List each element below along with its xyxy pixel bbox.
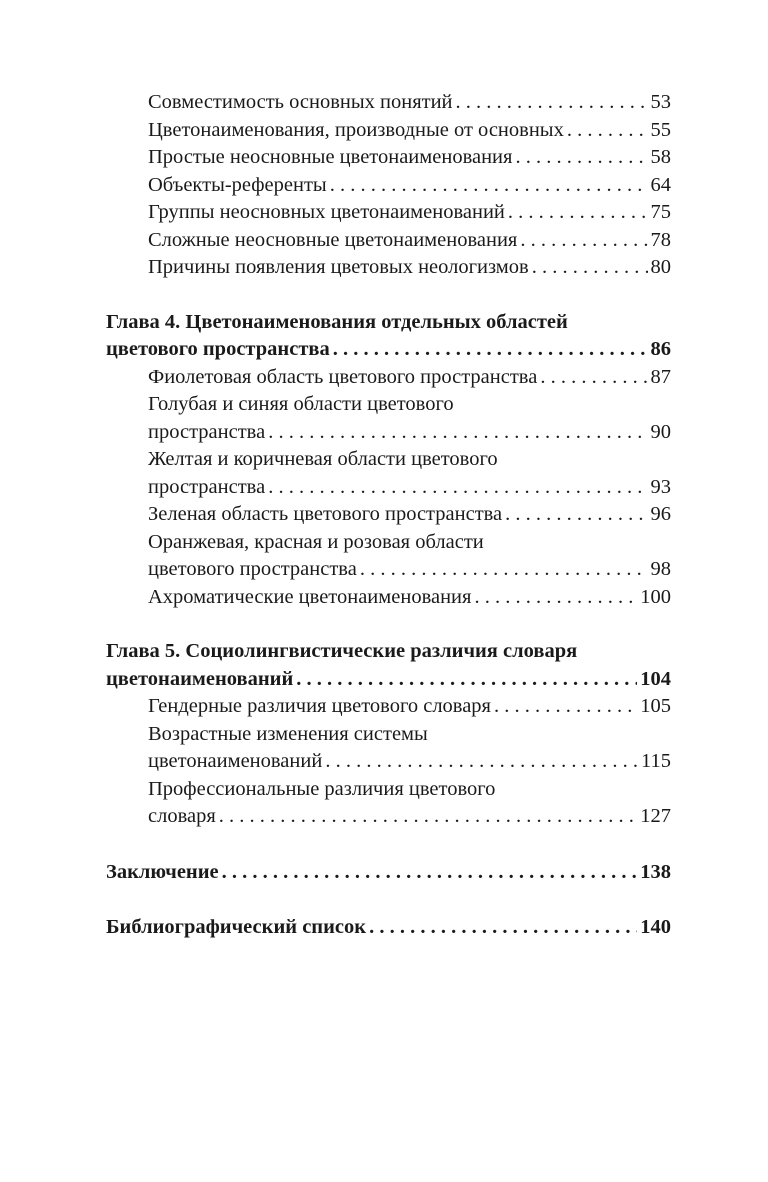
table-of-contents	[106, 89, 671, 942]
dot-leader	[508, 199, 648, 227]
dot-leader	[532, 254, 648, 282]
dot-leader	[330, 172, 648, 200]
dot-leader	[494, 693, 637, 721]
toc-entry-title: Цветонаименования, производные от основных	[148, 118, 564, 141]
toc-entry-page: 105	[640, 695, 671, 717]
dot-leader	[222, 859, 638, 887]
chapter-4	[106, 309, 671, 612]
toc-entry-page: 100	[640, 585, 671, 608]
toc-entry-page: 53	[650, 91, 671, 113]
toc-entry-title: Гендерные различия цветового словаря	[148, 695, 491, 717]
toc-entry	[106, 254, 671, 282]
chapter-title-entry	[106, 336, 671, 364]
toc-entry-title: Желтая и коричневая области цветового	[148, 448, 498, 470]
toc-entry-title: Совместимость основных понятий	[148, 91, 453, 113]
toc-entry-title: Объекты-референты	[148, 173, 327, 196]
toc-entry-title: Причины появления цветовых неологизмов	[148, 256, 529, 278]
toc-entry	[106, 419, 671, 447]
toc-entry	[106, 199, 671, 227]
bibliography-title: Библиографический список	[106, 916, 367, 938]
toc-entry	[106, 748, 671, 776]
toc-entry-title: Ахроматические цветонаименования	[148, 585, 472, 608]
toc-entry-page: 58	[650, 146, 671, 168]
toc-entry-title: Сложные неосновные цветонаименования	[148, 228, 518, 251]
conclusion-page: 138	[640, 860, 671, 883]
chapter-title: Глава 4. Цветонаименования отдельных областей	[106, 310, 568, 333]
toc-entry-title: Простые неосновные цветонаименования	[148, 146, 513, 168]
dot-leader	[474, 584, 637, 612]
dot-leader	[360, 556, 648, 584]
toc-entry-title-cont: цветового пространства	[148, 558, 357, 580]
dot-leader	[268, 474, 647, 502]
bibliography-entry	[106, 914, 671, 942]
dot-leader	[515, 144, 647, 172]
chapter-page: 86	[650, 338, 671, 360]
dot-leader	[333, 336, 648, 364]
chapter-5	[106, 638, 671, 831]
toc-entry	[106, 556, 671, 584]
section-continued-list	[106, 89, 671, 282]
toc-entry	[106, 89, 671, 117]
toc-entry-title: Голубая и синяя области цветового	[148, 393, 454, 415]
toc-entry-page: 64	[650, 173, 671, 196]
toc-entry-page: 96	[650, 503, 671, 525]
toc-entry-title: Оранжевая, красная и розовая области	[148, 530, 484, 553]
dot-leader	[296, 666, 637, 694]
toc-entry-title: Фиолетовая область цветового пространства	[148, 365, 538, 388]
toc-entry	[106, 117, 671, 145]
toc-entry-page: 55	[650, 118, 671, 141]
toc-entry	[106, 144, 671, 172]
toc-entry-title: Зеленая область цветового пространства	[148, 503, 503, 525]
toc-entry	[106, 693, 671, 721]
toc-entry	[106, 803, 671, 831]
dot-leader	[505, 501, 647, 529]
toc-entry-title-cont: цветонаименований	[148, 750, 323, 772]
toc-entry-page: 115	[641, 750, 671, 772]
bibliography-page: 140	[640, 916, 671, 938]
toc-entry	[106, 227, 671, 255]
toc-entry	[106, 474, 671, 502]
dot-leader	[540, 364, 647, 392]
toc-entry-page: 87	[650, 365, 671, 388]
toc-entry-title: Возрастные изменения системы	[148, 722, 428, 745]
toc-entry-page: 98	[650, 558, 671, 580]
toc-entry-page: 90	[650, 420, 671, 443]
chapter-title-cont: цветового пространства	[106, 338, 330, 360]
toc-entry-title: Группы неосновных цветонаименований	[148, 201, 505, 223]
dot-leader	[520, 227, 647, 255]
dot-leader	[268, 419, 647, 447]
conclusion-entry	[106, 859, 671, 887]
toc-entry	[106, 501, 671, 529]
dot-leader	[456, 89, 648, 117]
dot-leader	[567, 117, 648, 145]
toc-entry-title: Профессиональные различия цветового	[148, 777, 496, 800]
toc-entry-title-cont: словаря	[148, 805, 216, 827]
toc-entry-page: 127	[640, 805, 671, 827]
toc-entry-page: 93	[650, 475, 671, 498]
toc-entry-page: 80	[650, 256, 671, 278]
chapter-page: 104	[640, 667, 671, 690]
chapter-title-entry	[106, 666, 671, 694]
dot-leader	[325, 748, 638, 776]
toc-entry	[106, 584, 671, 612]
toc-entry-page: 75	[650, 201, 671, 223]
chapter-title-cont: цветонаименований	[106, 667, 294, 690]
dot-leader	[369, 914, 637, 942]
toc-entry-title-cont: пространства	[148, 475, 266, 498]
chapter-title: Глава 5. Социолингвистические различия словаря	[106, 640, 578, 662]
conclusion-section	[106, 859, 671, 887]
toc-entry-page: 78	[650, 228, 671, 251]
conclusion-title: Заключение	[106, 860, 219, 883]
bibliography-section	[106, 914, 671, 942]
toc-entry-title-cont: пространства	[148, 420, 266, 443]
toc-entry	[106, 364, 671, 392]
toc-entry	[106, 172, 671, 200]
dot-leader	[219, 803, 637, 831]
